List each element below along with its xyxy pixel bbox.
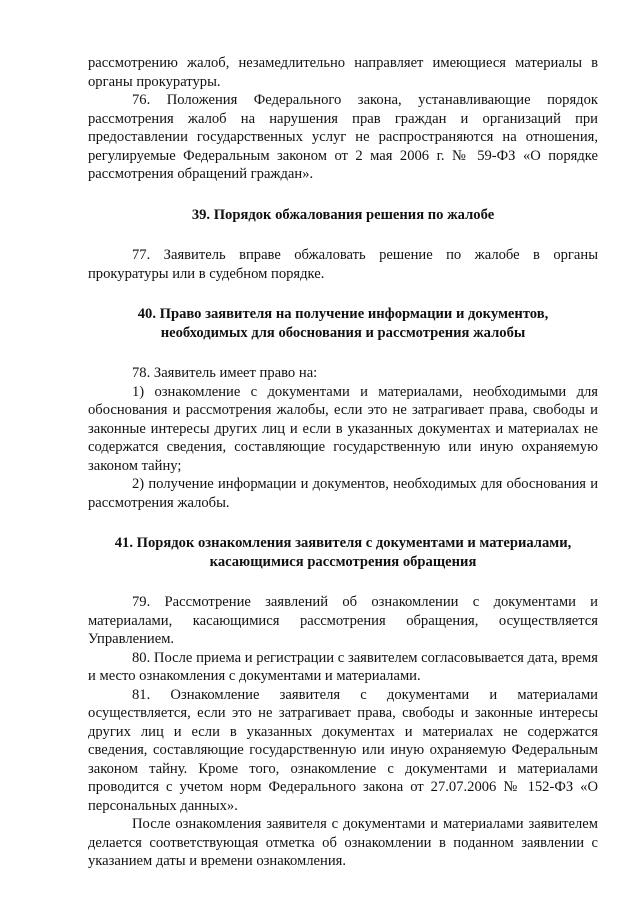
paragraph-81: 81. Ознакомление заявителя с документами и материалами осуществляется, если это не затрагивает права, свободы и законные интересы других лиц и если в указанных документах и материалах не содержатся сведения, составляющие государственную или иную охраняемую Федеральным законом тайну. Кроме того, ознакомление с документами и материалами проводится с учетом норм Федерального закона от 27.07.2006 № 152-ФЗ «О персональных данных». (88, 686, 598, 814)
paragraph-final: После ознакомления заявителя с документами и материалами заявителем делается соответствующая отметка об ознакомлении в поданном заявлении с указанием даты и времени ознакомления. (88, 816, 598, 869)
document-page (88, 54, 598, 871)
paragraph-78-item-1: 1) ознакомление с документами и материалами, необходимыми для обоснования и рассмотрения жалобы, если это не затрагивает права, свободы и законные интересы других лиц и если в указанных документах и материалах не содержатся сведения, составляющие государственную или иную охраняемую законом тайну; (88, 383, 598, 474)
section-heading-39: 39. Порядок обжалования решения по жалобе (191, 206, 495, 223)
section-heading-40-line2: необходимых для обоснования и рассмотрения жалобы (160, 324, 526, 341)
section-heading-41-line2: касающимися рассмотрения обращения (209, 553, 477, 570)
paragraph-79: 79. Рассмотрение заявлений об ознакомлении с документами и материалами, касающимися рассмотрения обращения, осуществляется Управлением. (88, 594, 598, 647)
paragraph-78-item-2: 2) получение информации и документов, необходимых для обоснования и рассмотрения жалобы. (88, 476, 598, 511)
section-heading-41 (88, 534, 598, 571)
paragraph-78: 78. Заявитель имеет право на: (132, 365, 318, 381)
section-heading-40 (88, 305, 598, 342)
section-heading-40-line1: 40. Право заявителя на получение информации и документов, (137, 306, 549, 322)
paragraph-76: 76. Положения Федерального закона, устанавливающие порядок рассмотрения жалоб на нарушения прав граждан и организаций при предоставлении государственных услуг не распространяются на отношения, регулируемые Федеральным законом от 2 мая 2006 г. № 59-ФЗ «О порядке рассмотрения обращений граждан». (88, 92, 598, 182)
section-heading-41-line1: 41. Порядок ознакомления заявителя с документами и материалами, (114, 535, 572, 551)
paragraph-80: 80. После приема и регистрации с заявителем согласовывается дата, время и место ознакомления с документами и материалами. (88, 649, 598, 684)
paragraph-continuation: рассмотрению жалоб, незамедлительно направляет имеющиеся материалы в органы прокуратуры. (88, 55, 598, 90)
paragraph-77: 77. Заявитель вправе обжаловать решение по жалобе в органы прокуратуры или в судебном порядке. (88, 247, 598, 282)
